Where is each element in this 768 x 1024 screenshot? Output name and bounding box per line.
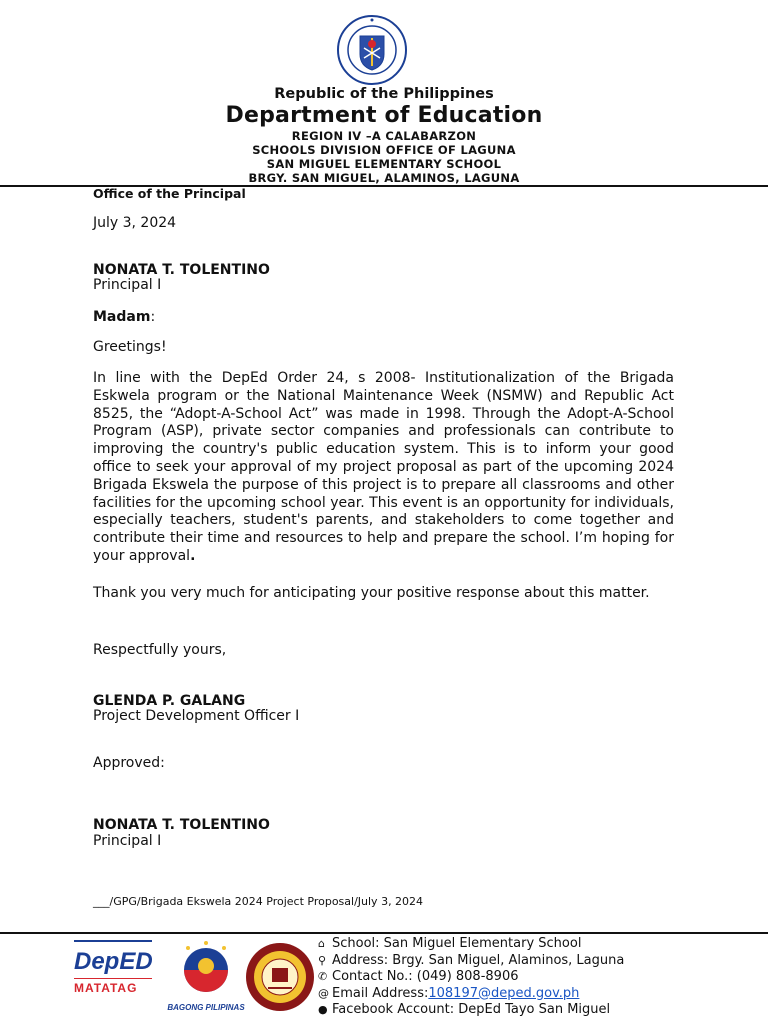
office-label: Office of the Principal [93, 186, 246, 201]
body-paragraph [93, 370, 674, 566]
department-title: Department of Education [225, 103, 543, 128]
address-label: Address: Brgy. San Miguel, Alaminos, Laguna [332, 952, 625, 968]
email-icon: @ [318, 986, 329, 1000]
deped-matatag-logo [74, 940, 154, 1010]
facebook-row [318, 1002, 624, 1019]
body-paragraph-period: . [190, 547, 196, 564]
email-row [318, 986, 624, 1003]
approver-name: NONATA T. TOLENTINO [93, 817, 270, 833]
school-seal-logo [244, 942, 316, 1012]
address-row [318, 953, 624, 970]
republic-heading: Republic of the Philippines [274, 86, 494, 102]
region-line: REGION IV –A CALABARZON [291, 129, 477, 143]
greeting: Greetings! [93, 339, 167, 355]
school-label: School: San Miguel Elementary School [332, 936, 582, 951]
school-icon: ⌂ [318, 937, 325, 950]
school-address-line: BRGY. SAN MIGUEL, ALAMINOS, LAGUNA [248, 171, 520, 185]
bagong-pilipinas-logo [164, 940, 248, 1012]
contact-block [318, 936, 624, 1019]
deped-seal-logo [336, 14, 408, 86]
footer-divider [0, 932, 768, 934]
sender-name: GLENDA P. GALANG [93, 693, 246, 709]
contact-label: Contact No.: (049) 808-8906 [332, 969, 519, 984]
thank-you-line: Thank you very much for anticipating your positive response about this matter. [93, 585, 650, 601]
closing-line: Respectfully yours, [93, 642, 227, 658]
school-line: SAN MIGUEL ELEMENTARY SCHOOL [266, 157, 502, 171]
school-row [318, 936, 624, 953]
salutation [93, 309, 155, 326]
deped-wordmark: DepED [74, 948, 153, 975]
recipient-name: NONATA T. TOLENTINO [93, 262, 270, 278]
bagong-pilipinas-text: BAGONG PILIPINAS [167, 1003, 245, 1012]
recipient-title: Principal I [93, 277, 162, 293]
matatag-wordmark: MATATAG [74, 981, 138, 995]
bagong-pilipinas-emblem [164, 940, 248, 996]
location-pin-icon: ⚲ [318, 953, 327, 967]
email-link[interactable]: 108197@deped.gov.ph [428, 985, 580, 1001]
phone-icon: ✆ [318, 970, 328, 983]
reference-code: ___/GPG/Brigada Ekswela 2024 Project Proposal/July 3, 2024 [93, 895, 424, 908]
sender-title: Project Development Officer I [93, 708, 300, 724]
salutation-name: Madam [93, 309, 151, 325]
email-label: Email Address: [332, 985, 429, 1001]
facebook-label: Facebook Account: DepEd Tayo San Miguel [332, 1002, 611, 1017]
approver-title: Principal I [93, 833, 162, 849]
salutation-colon: : [150, 309, 156, 325]
body-paragraph-text: In line with the DepEd Order 24, s 2008- Institutionalization of the Brigada Eskwela program or the National Maintenance Week (NSMW) and Republic Act 8525, the “Adopt-A-School Act” was made in 1998. Through the Adopt-A-School Program (ASP), private sector companies and professionals can contribute to improving the country's public education system. This is to inform your good office to seek your approval of my project proposal as part of the upcoming 2024 Brigada Ekswela the purpose of this project is to prepare all classrooms and other facilities for the upcoming school year. This event is an opportunity for individuals, especially teachers, student's parents, and stakeholders to come together and contribute their time and resources to help and prepare the school. I’m hoping for your approval [93, 370, 674, 564]
contact-row [318, 969, 624, 986]
approved-label: Approved: [93, 755, 165, 771]
letter-date: July 3, 2024 [93, 215, 177, 231]
division-line: SCHOOLS DIVISION OFFICE OF LAGUNA [252, 143, 516, 157]
facebook-icon: ● [318, 1003, 328, 1016]
